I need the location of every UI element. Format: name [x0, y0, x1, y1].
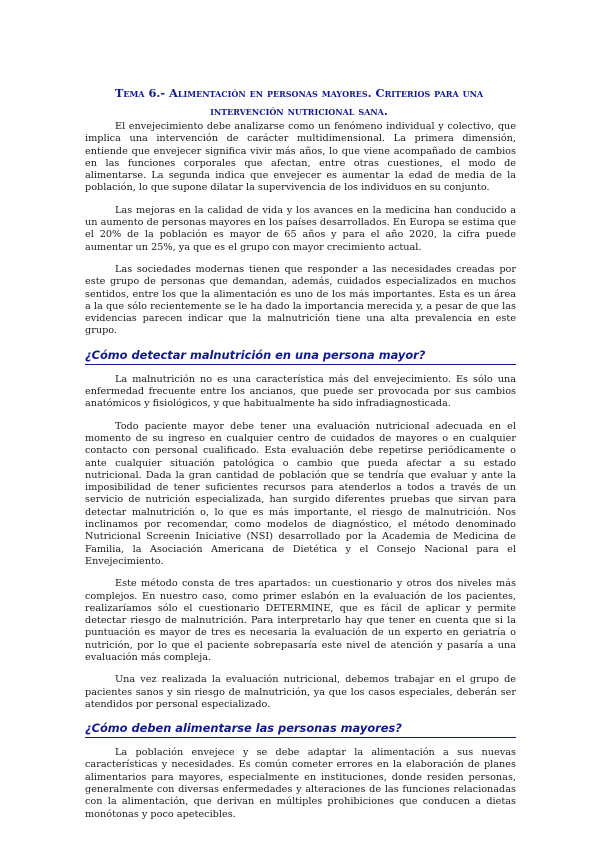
section1-paragraph-1: La malnutrición no es una característica más del envejecimiento. Es sólo una enfermedad frecuente entre los ancianos, que puede ser provocada por sus cambios anatómicos y fisiológicos, y que habitualmente ha sido infradiagnosticada.: [85, 373, 516, 410]
intro-paragraph-3: Las sociedades modernas tienen que responder a las necesidades creadas por este grupo de personas que demandan, además, cuidados especializados en muchos sentidos, entre los que la alimentación es uno de los más importantes. Esta es un área a la que sólo recientemente se le ha dado la importancia merecida y, a pesar de que las evidencias parecen indicar que la malnutrición tiene una alta prevalencia en este grupo.: [85, 263, 516, 337]
section1-paragraph-2: Todo paciente mayor debe tener una evaluación nutricional adecuada en el momento de su ingreso en cualquier centro de cuidados de mayores o en cualquier contacto con personal cualificado. Esta evaluación debe repetirse periódicamente o ante cualquier situación patológica o cambio que pueda afectar a su estado nutricional. Dada la gran cantidad de población que se tendría que evaluar y ante la imposibilidad de tener suficientes recursos para atenderlos a todos a través de un servicio de nutrición especializada, han surgido diferentes pruebas que sirvan para detectar malnutrición o, lo que es más importante, el riesgo de malnutrición. Nos inclinamos por recomendar, como modelos de diagnóstico, el método denominado Nutricional Screenin Iniciative (NSI) desarrollado por la Academia de Medicina de Familia, la Asociación Americana de Dietética y el Consejo Nacional para el Envejecimiento.: [85, 420, 516, 567]
section-heading-malnutrition: ¿Cómo detectar malnutrición en una persona mayor?: [85, 348, 516, 365]
section-heading-feeding: ¿Cómo deben alimentarse las personas mayores?: [85, 721, 516, 738]
document-title: Tema 6.- Alimentación en personas mayores. Criterios para una intervención nutricional sana.: [114, 86, 484, 118]
intro-paragraph-2: Las mejoras en la calidad de vida y los avances en la medicina han conducido a un aumento de personas mayores en los países desarrollados. En Europa se estima que el 20% de la población es mayor de 65 años y para el año 2020, la cifra puede aumentar un 25%, ya que es el grupo con mayor crecimiento actual.: [85, 204, 516, 253]
section2-paragraph-1: La población envejece y se debe adaptar la alimentación a sus nuevas características y necesidades. Es común cometer errores en la elaboración de planes alimentarios para mayores, especialmente en instituciones, donde residen personas, generalmente con diversas enfermedades y alteraciones de las funciones relacionadas con la alimentación, que derivan en múltiples prohibiciones que conducen a dietas monótonas y poco apetecibles.: [85, 747, 516, 820]
intro-paragraph-1: El envejecimiento debe analizarse como un fenómeno individual y colectivo, que implica una intervención de carácter multidimensional. La primera dimensión, entiende que envejecer significa vivir más años, lo que viene acompañado de cambios en las funciones corporales que afectan, entre otras cuestiones, el modo de alimentarse. La segunda indica que envejecer es aumentar la edad de media de la población, lo que supone dilatar la supervivencia de los individuos en su conjunto.: [85, 121, 516, 194]
document-body: [85, 121, 516, 831]
section1-paragraph-3: Este método consta de tres apartados: un cuestionario y otros dos niveles más complejos. En nuestro caso, como primer eslabón en la evaluación de los pacientes, realizaríamos sólo el cuestionario DETERMINE, que es fácil de aplicar y permite detectar riesgo de malnutrición. Para interpretarlo hay que tener en cuenta que si la puntuación es mayor de tres es necesaria la evaluación de un experto en geriatría o nutrición, por lo que el paciente sobrepasaría este nivel de atención y pasaría a una evaluación más compleja.: [85, 578, 516, 663]
section1-paragraph-4: Una vez realizada la evaluación nutricional, debemos trabajar en el grupo de pacientes sanos y sin riesgo de malnutrición, ya que los casos especiales, deberán ser atendidos por personal especializado.: [85, 674, 516, 710]
